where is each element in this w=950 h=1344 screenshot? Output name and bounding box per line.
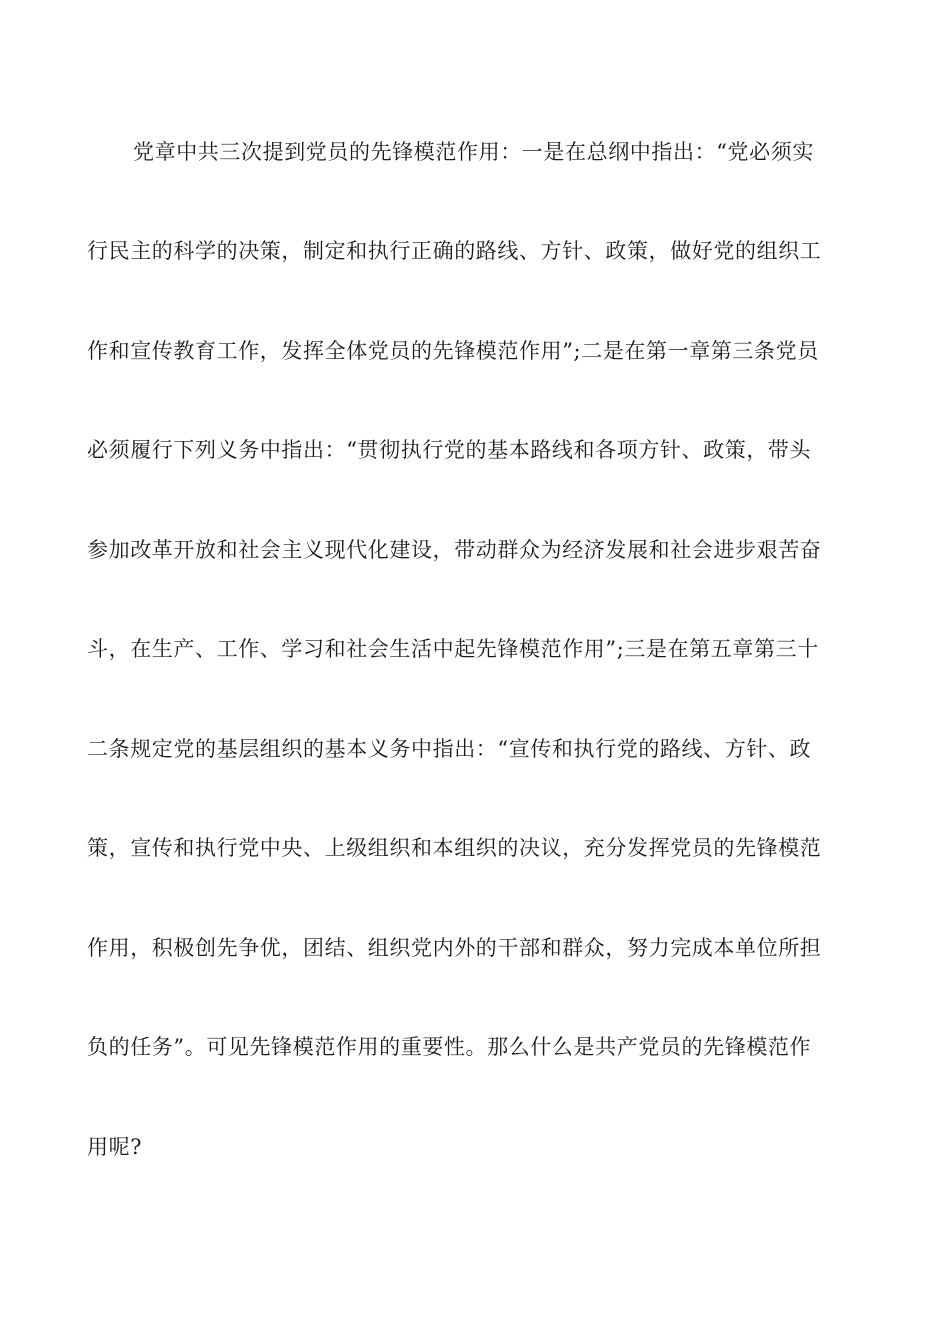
paragraph-line-9: 作用，积极创先争优，团结、组织党内外的干部和群众，努力完成本单位所担 bbox=[87, 936, 822, 960]
paragraph-line-5: 参加改革开放和社会主义现代化建设，带动群众为经济发展和社会进步艰苦奋 bbox=[87, 538, 822, 562]
paragraph-line-6: 斗，在生产、工作、学习和社会生活中起先锋模范作用”;三是在第五章第三十 bbox=[87, 637, 819, 661]
paragraph-line-7: 二条规定党的基层组织的基本义务中指出：“宣传和执行党的路线、方针、政 bbox=[87, 737, 812, 761]
paragraph-line-8: 策，宣传和执行党中央、上级组织和本组织的决议，充分发挥党员的先锋模范 bbox=[87, 836, 822, 860]
paragraph-line-1: 党章中共三次提到党员的先锋模范作用：一是在总纲中指出：“党必须实 bbox=[133, 140, 814, 164]
paragraph-line-2: 行民主的科学的决策，制定和执行正确的路线、方针、政策，做好党的组织工 bbox=[87, 239, 822, 263]
paragraph-line-4: 必须履行下列义务中指出：“贯彻执行党的基本路线和各项方针、政策，带头 bbox=[87, 438, 812, 462]
paragraph-line-10: 负的任务”。可见先锋模范作用的重要性。那么什么是共产党员的先锋模范作 bbox=[87, 1035, 812, 1059]
paragraph-line-3: 作和宣传教育工作，发挥全体党员的先锋模范作用”;二是在第一章第三条党员 bbox=[87, 339, 819, 363]
paragraph-line-11: 用呢? bbox=[87, 1135, 143, 1159]
